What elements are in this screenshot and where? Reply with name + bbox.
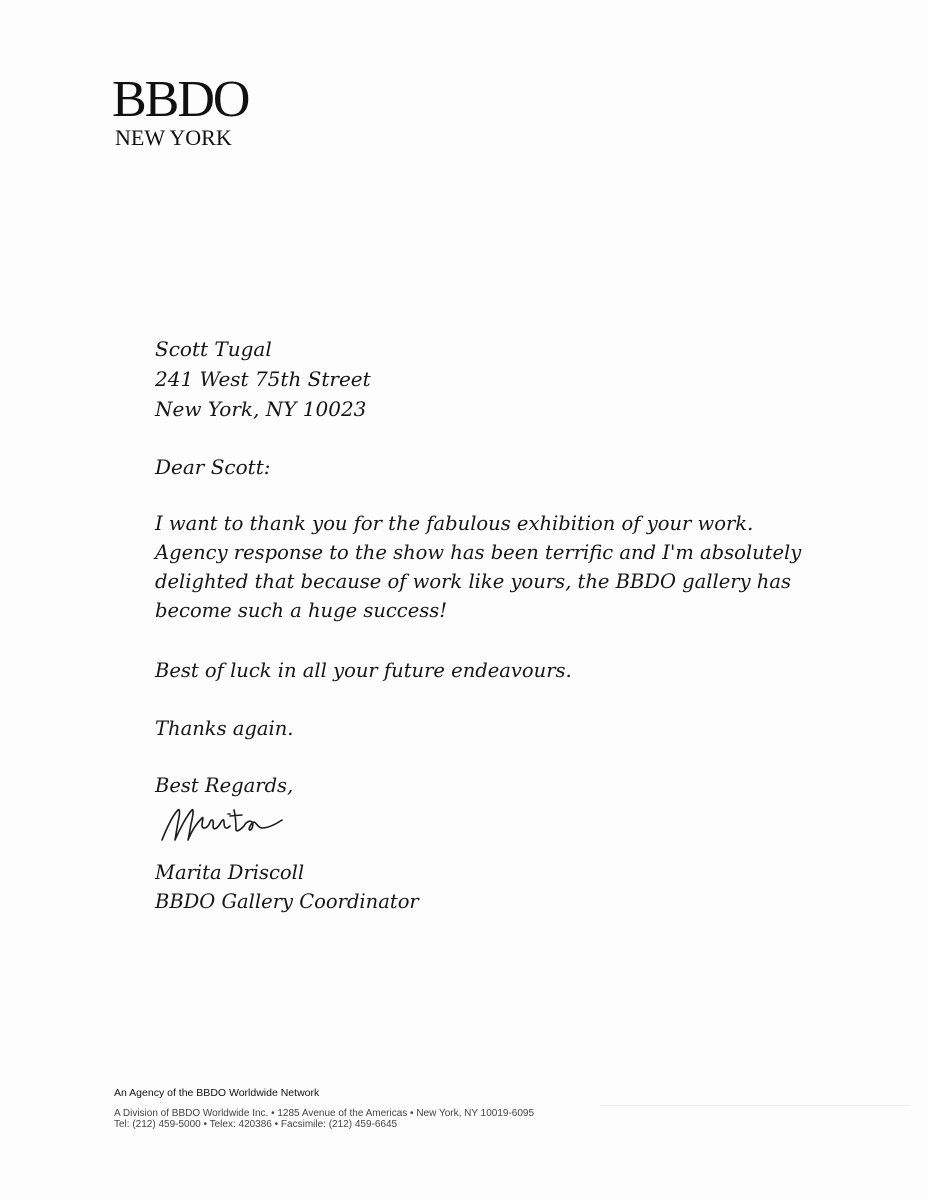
body-line: Agency response to the show has been terrific and I'm absolutely [155,541,802,564]
salutation: Dear Scott: [155,455,271,479]
logo-brand: BBDO [112,71,249,128]
footer-agency: An Agency of the BBDO Worldwide Network [114,1087,320,1099]
closing-line: Best Regards, [155,774,294,797]
footer-contact: Tel: (212) 459-5000 • Telex: 420386 • Facsimile: (212) 459-6645 [114,1119,398,1130]
handwritten-signature [158,800,298,850]
body-line: I want to thank you for the fabulous exhibition of your work. [155,512,754,535]
recipient-street: 241 West 75th Street [155,367,371,391]
footer-address: A Division of BBDO Worldwide Inc. • 1285 Avenue of the Americas • New York, NY 10019-6095 [114,1108,535,1119]
signer-title: BBDO Gallery Coordinator [155,890,419,913]
divider [600,1105,910,1106]
thanks-line: Thanks again. [155,717,294,740]
logo-city: NEW YORK [115,125,232,150]
letterhead-footer [114,1086,534,1130]
wishes-line: Best of luck in all your future endeavours. [155,659,572,682]
body-line: delighted that because of work like yours, the BBDO gallery has [155,570,791,593]
body-paragraph [155,509,835,625]
signer-block [155,858,419,916]
bbdo-logo [112,71,249,150]
recipient-address [155,334,855,424]
recipient-city: New York, NY 10023 [155,397,367,421]
signer-name: Marita Driscoll [155,861,305,884]
recipient-name: Scott Tugal [155,337,272,361]
body-line: become such a huge success! [155,599,448,622]
